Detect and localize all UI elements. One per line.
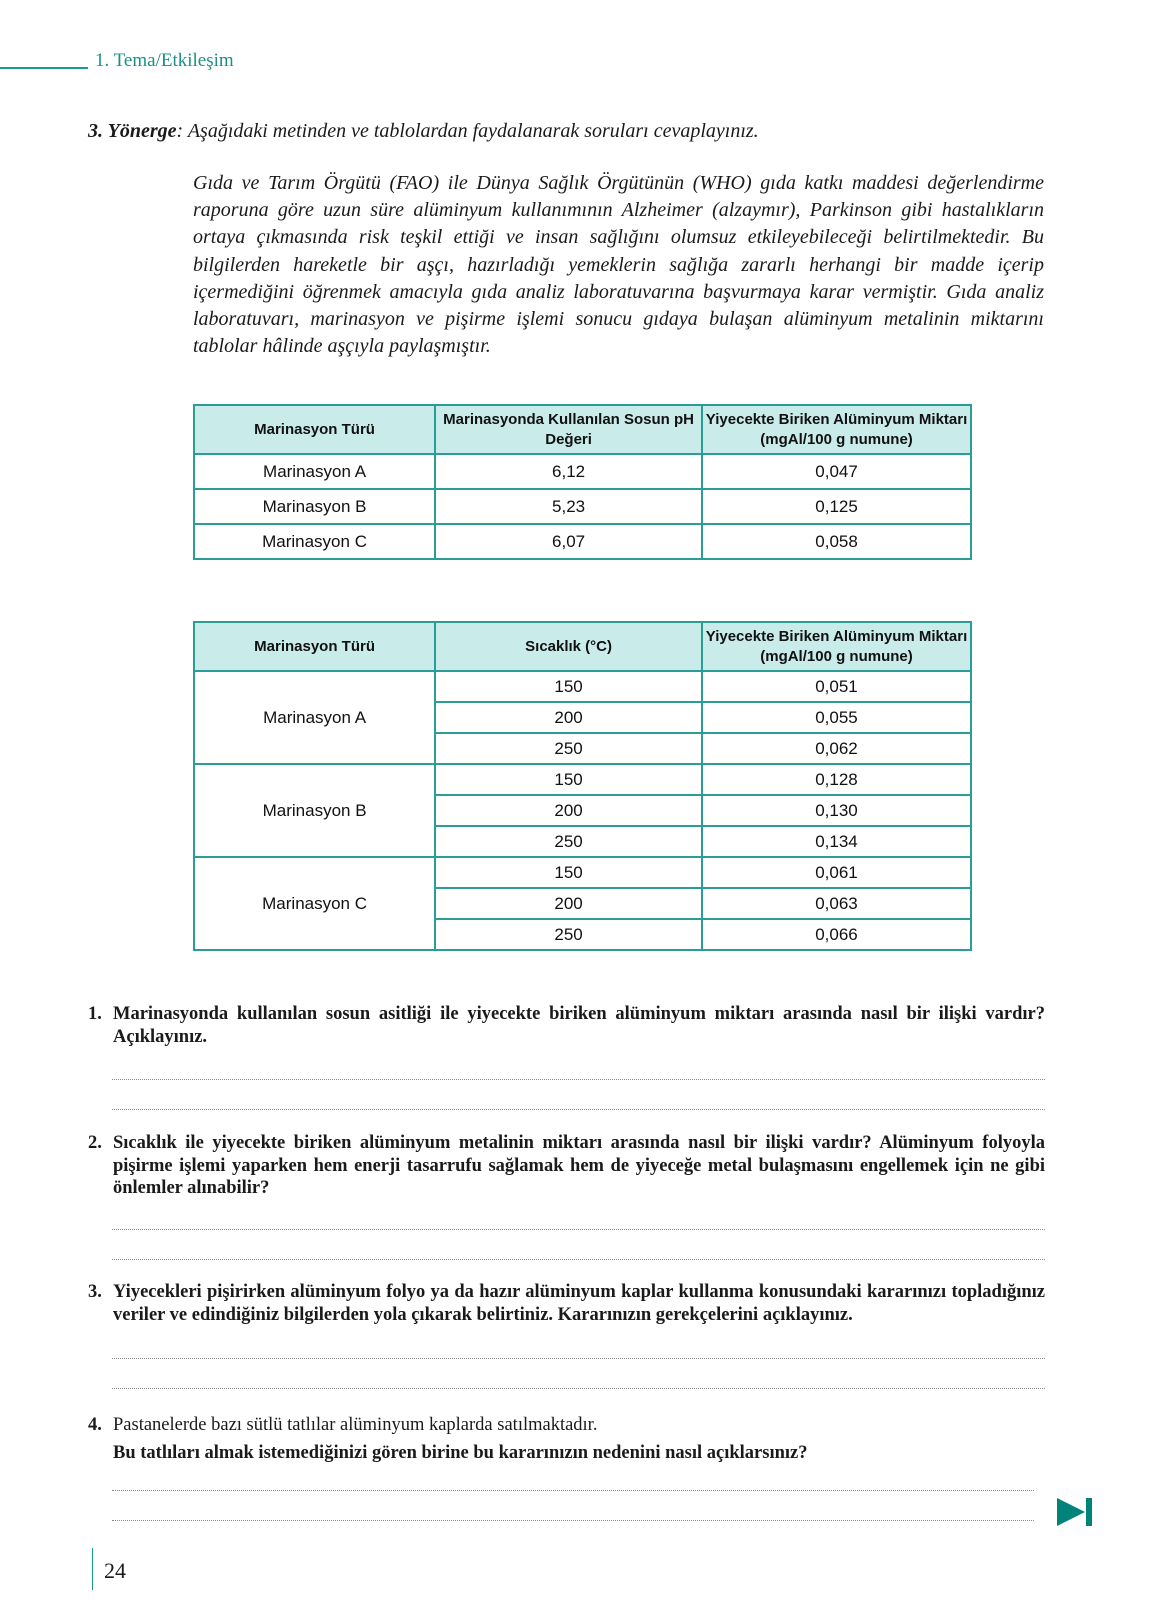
cell: 0,055 xyxy=(702,702,971,733)
answer-line[interactable] xyxy=(112,1259,1045,1260)
skip-next-icon[interactable] xyxy=(1055,1496,1095,1528)
table-row xyxy=(194,857,971,888)
cell: 150 xyxy=(435,857,702,888)
question-number: 2. xyxy=(88,1133,102,1153)
instruction xyxy=(88,120,759,143)
cell: 200 xyxy=(435,888,702,919)
table-header-row xyxy=(194,405,971,454)
group-cell: Marinasyon B xyxy=(194,764,435,857)
answer-line[interactable] xyxy=(112,1079,1045,1080)
group-cell: Marinasyon C xyxy=(194,857,435,950)
answer-line[interactable] xyxy=(112,1109,1045,1110)
cell: 0,061 xyxy=(702,857,971,888)
answer-line[interactable] xyxy=(112,1490,1034,1491)
question-2 xyxy=(88,1132,1045,1200)
column-header: Yiyecekte Biriken Alüminyum Miktarı (mgAl/100 g numune) xyxy=(702,405,971,454)
table-row xyxy=(194,764,971,795)
cell: 250 xyxy=(435,919,702,950)
answer-line[interactable] xyxy=(112,1358,1045,1359)
group-cell: Marinasyon A xyxy=(194,671,435,764)
question-text: Sıcaklık ile yiyecekte biriken alüminyum metalinin miktarı arasında nasıl bir ilişki vardır? Alüminyum folyoyla pişirme işlemi yaparken hem enerji tasarrufu sağlamak hem de yiyeceğe metal bulaşmasını engellemek için ne gibi önlemler alınabilir? xyxy=(113,1133,1045,1198)
table-row xyxy=(194,671,971,702)
question-intro: Pastanelerde bazı sütlü tatlılar alüminyum kaplarda satılmaktadır. xyxy=(113,1415,598,1435)
instruction-label: 3. Yönerge xyxy=(88,120,177,142)
column-header: Marinasyonda Kullanılan Sosun pH Değeri xyxy=(435,405,702,454)
cell: 150 xyxy=(435,671,702,702)
cell: 250 xyxy=(435,733,702,764)
cell: 0,134 xyxy=(702,826,971,857)
column-header: Sıcaklık (°C) xyxy=(435,622,702,671)
answer-line[interactable] xyxy=(112,1520,1034,1521)
ph-table xyxy=(193,404,972,560)
cell: 0,047 xyxy=(702,454,971,489)
cell: 150 xyxy=(435,764,702,795)
temperature-table xyxy=(193,621,972,951)
instruction-text: : Aşağıdaki metinden ve tablolardan faydalanarak soruları cevaplayınız. xyxy=(176,120,759,142)
cell: 6,12 xyxy=(435,454,702,489)
column-header: Marinasyon Türü xyxy=(194,405,435,454)
cell: 200 xyxy=(435,702,702,733)
question-text: Bu tatlıları almak istemediğinizi gören birine bu kararınızın nedenini nasıl açıklarsınız? xyxy=(113,1443,808,1463)
answer-line[interactable] xyxy=(112,1229,1045,1230)
cell: 5,23 xyxy=(435,489,702,524)
question-4 xyxy=(88,1411,1045,1467)
cell: 0,128 xyxy=(702,764,971,795)
cell: 0,125 xyxy=(702,489,971,524)
cell: 250 xyxy=(435,826,702,857)
cell: 200 xyxy=(435,795,702,826)
cell: Marinasyon B xyxy=(194,489,435,524)
column-header: Marinasyon Türü xyxy=(194,622,435,671)
column-header: Yiyecekte Biriken Alüminyum Miktarı (mgAl/100 g numune) xyxy=(702,622,971,671)
table-row xyxy=(194,524,971,559)
cell: 6,07 xyxy=(435,524,702,559)
table-header-row xyxy=(194,622,971,671)
page-number-rule xyxy=(92,1548,93,1590)
question-number: 3. xyxy=(88,1282,102,1302)
cell: Marinasyon C xyxy=(194,524,435,559)
section-title: 1. Tema/Etkileşim xyxy=(95,50,234,71)
cell: Marinasyon A xyxy=(194,454,435,489)
cell: 0,130 xyxy=(702,795,971,826)
page-number: 24 xyxy=(104,1558,126,1583)
cell: 0,063 xyxy=(702,888,971,919)
answer-line[interactable] xyxy=(112,1388,1045,1389)
cell: 0,062 xyxy=(702,733,971,764)
question-number: 1. xyxy=(88,1004,102,1024)
cell: 0,058 xyxy=(702,524,971,559)
cell: 0,051 xyxy=(702,671,971,702)
table-row xyxy=(194,454,971,489)
question-3 xyxy=(88,1281,1045,1326)
header-rule xyxy=(0,67,88,69)
intro-paragraph: Gıda ve Tarım Örgütü (FAO) ile Dünya Sağlık Örgütünün (WHO) gıda katkı maddesi değerlendirme raporuna göre uzun süre alüminyum kullanımının Alzheimer (alzaymır), Parkinson gibi hastalıkların ortaya çıkmasında risk teşkil ettiği ve insan sağlığını olumsuz etkileyebileceği belirtilmektedir. Bu bilgilerden hareketle bir aşçı, hazırladığı yemeklerin sağlığa zararlı herhangi bir madde içerip içermediğini öğrenmek amacıyla gıda analiz laboratuvarına başvurmaya karar vermiştir. Gıda analiz laboratuvarı, marinasyon ve pişirme işlemi sonucu gıdaya bulaşan alüminyum metalinin miktarını tablolar hâlinde aşçıyla paylaşmıştır. xyxy=(193,172,1044,358)
question-text: Marinasyonda kullanılan sosun asitliği ile yiyecekte biriken alüminyum miktarı arasında nasıl bir ilişki vardır? Açıklayınız. xyxy=(113,1004,1045,1047)
question-number: 4. xyxy=(88,1415,102,1435)
question-text: Yiyecekleri pişirirken alüminyum folyo ya da hazır alüminyum kaplar kullanma konusundaki kararınızı topladığınız veriler ve edindiğiniz bilgilerden yola çıkarak belirtiniz. Kararınızın gerekçelerini açıklayınız. xyxy=(113,1282,1045,1325)
question-1 xyxy=(88,1003,1045,1048)
cell: 0,066 xyxy=(702,919,971,950)
table-row xyxy=(194,489,971,524)
